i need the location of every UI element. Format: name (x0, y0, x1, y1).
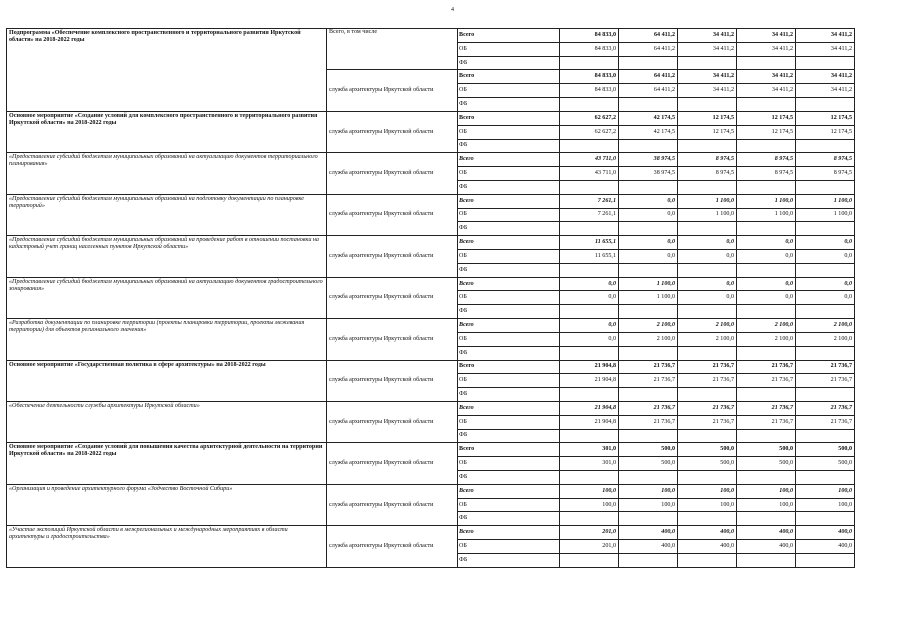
amount-cell: 100,0 (678, 498, 737, 512)
funding-source: ОБ (458, 84, 560, 98)
amount-cell: 0,0 (560, 332, 619, 346)
amount-cell (678, 553, 737, 567)
amount-cell: 100,0 (560, 498, 619, 512)
amount-cell: 34 411,2 (737, 70, 796, 84)
amount-cell: 0,0 (737, 291, 796, 305)
amount-cell: 0,0 (619, 208, 678, 222)
amount-cell: 100,0 (796, 484, 855, 498)
table-row (7, 194, 855, 208)
funding-source: ОБ (458, 498, 560, 512)
amount-cell: 34 411,2 (678, 84, 737, 98)
amount-cell: 21 904,8 (560, 401, 619, 415)
amount-cell: 34 411,2 (796, 42, 855, 56)
amount-cell: 34 411,2 (678, 70, 737, 84)
funding-source: ОБ (458, 332, 560, 346)
funding-source: ОБ (458, 250, 560, 264)
funding-source: Всего (458, 443, 560, 457)
funding-source: ОБ (458, 42, 560, 56)
amount-cell: 84 833,0 (560, 84, 619, 98)
table-row (7, 443, 855, 457)
executor-cell: служба архитектуры Иркутской области (327, 70, 458, 111)
amount-cell: 21 736,7 (619, 374, 678, 388)
amount-cell (796, 263, 855, 277)
amount-cell (619, 139, 678, 153)
amount-cell (737, 553, 796, 567)
amount-cell (560, 222, 619, 236)
amount-cell: 21 736,7 (678, 415, 737, 429)
amount-cell: 100,0 (619, 484, 678, 498)
amount-cell (678, 512, 737, 526)
funding-source: ОБ (458, 167, 560, 181)
executor-cell: служба архитектуры Иркутской области (327, 360, 458, 401)
amount-cell: 21 736,7 (737, 360, 796, 374)
activity-name: «Участие экспозиций Иркутской области в межрегиональных и международных мероприятиях в области архитектуры и градостроительства» (7, 526, 327, 568)
funding-source: Всего (458, 277, 560, 291)
amount-cell: 21 736,7 (619, 415, 678, 429)
funding-source: ФБ (458, 346, 560, 360)
amount-cell: 0,0 (560, 291, 619, 305)
funding-source: Всего (458, 526, 560, 540)
table-row (7, 526, 855, 540)
funding-source: ФБ (458, 98, 560, 112)
amount-cell: 500,0 (737, 457, 796, 471)
amount-cell: 2 100,0 (678, 332, 737, 346)
funding-source: ОБ (458, 374, 560, 388)
amount-cell: 400,0 (796, 540, 855, 554)
funding-source: Всего (458, 153, 560, 167)
amount-cell (560, 471, 619, 485)
amount-cell: 400,0 (737, 526, 796, 540)
funding-source: Всего (458, 70, 560, 84)
amount-cell: 64 411,2 (619, 29, 678, 43)
amount-cell: 1 100,0 (737, 208, 796, 222)
amount-cell: 500,0 (619, 457, 678, 471)
amount-cell: 400,0 (619, 526, 678, 540)
activity-name: Подпрограмма «Обеспечение комплексного пространственного и территориального развития Иркутской области» на 2018-2022 годы (7, 29, 327, 112)
table-row (7, 153, 855, 167)
amount-cell (737, 98, 796, 112)
amount-cell: 301,0 (560, 457, 619, 471)
funding-source: ОБ (458, 415, 560, 429)
amount-cell (560, 139, 619, 153)
amount-cell: 0,0 (560, 319, 619, 333)
amount-cell (560, 263, 619, 277)
executor-cell: служба архитектуры Иркутской области (327, 277, 458, 318)
amount-cell: 100,0 (619, 498, 678, 512)
funding-source: Всего (458, 236, 560, 250)
amount-cell: 201,0 (560, 526, 619, 540)
executor-cell: служба архитектуры Иркутской области (327, 236, 458, 277)
activity-name: Основное мероприятие «Создание условий для комплексного пространственного и территориального развития Иркутской области» на 2018-2022 годы (7, 111, 327, 152)
funding-source: ОБ (458, 540, 560, 554)
amount-cell (796, 56, 855, 70)
funding-source: Всего (458, 360, 560, 374)
amount-cell: 0,0 (737, 236, 796, 250)
amount-cell: 12 174,5 (796, 125, 855, 139)
amount-cell: 1 100,0 (796, 194, 855, 208)
amount-cell: 8 974,5 (678, 167, 737, 181)
activity-name: «Предоставление субсидий бюджетам муниципальных образований на актуализацию документов территориального планирования» (7, 153, 327, 194)
amount-cell: 0,0 (796, 291, 855, 305)
amount-cell: 21 736,7 (678, 374, 737, 388)
amount-cell (796, 180, 855, 194)
amount-cell (737, 512, 796, 526)
amount-cell: 43 711,0 (560, 167, 619, 181)
activity-name: Основное мероприятие «Государственная политика в сфере архитектуры» на 2018-2022 годы (7, 360, 327, 401)
executor-cell: служба архитектуры Иркутской области (327, 194, 458, 235)
amount-cell: 12 174,5 (737, 111, 796, 125)
funding-source: ОБ (458, 457, 560, 471)
funding-source: ФБ (458, 471, 560, 485)
amount-cell: 21 736,7 (619, 401, 678, 415)
amount-cell: 0,0 (619, 194, 678, 208)
amount-cell: 1 100,0 (619, 277, 678, 291)
amount-cell (619, 56, 678, 70)
amount-cell: 11 655,1 (560, 250, 619, 264)
amount-cell: 38 974,5 (619, 167, 678, 181)
funding-source: ФБ (458, 305, 560, 319)
amount-cell (737, 222, 796, 236)
amount-cell: 500,0 (737, 443, 796, 457)
amount-cell: 2 100,0 (796, 332, 855, 346)
amount-cell: 8 974,5 (796, 167, 855, 181)
table-row (7, 319, 855, 333)
amount-cell: 100,0 (737, 484, 796, 498)
amount-cell: 21 736,7 (737, 401, 796, 415)
table-row (7, 360, 855, 374)
amount-cell: 400,0 (737, 540, 796, 554)
activity-name: «Организация и проведение архитектурного форума «Зодчество Восточной Сибири» (7, 484, 327, 525)
table-row (7, 401, 855, 415)
amount-cell (560, 305, 619, 319)
amount-cell: 0,0 (737, 250, 796, 264)
amount-cell (796, 98, 855, 112)
funding-source: Всего (458, 111, 560, 125)
table-row (7, 111, 855, 125)
amount-cell (796, 222, 855, 236)
funding-source: ФБ (458, 180, 560, 194)
funding-source: Всего (458, 29, 560, 43)
amount-cell: 34 411,2 (796, 84, 855, 98)
table-row (7, 29, 855, 43)
amount-cell: 201,0 (560, 540, 619, 554)
amount-cell: 84 833,0 (560, 42, 619, 56)
page-number: 4 (451, 7, 454, 13)
amount-cell: 21 904,8 (560, 415, 619, 429)
funding-source: Всего (458, 194, 560, 208)
amount-cell (796, 305, 855, 319)
table-row (7, 277, 855, 291)
amount-cell (678, 429, 737, 443)
funding-source: ФБ (458, 139, 560, 153)
amount-cell: 34 411,2 (678, 42, 737, 56)
amount-cell (737, 139, 796, 153)
amount-cell: 0,0 (560, 277, 619, 291)
amount-cell: 0,0 (619, 250, 678, 264)
amount-cell: 62 627,2 (560, 111, 619, 125)
amount-cell (737, 56, 796, 70)
amount-cell: 500,0 (796, 443, 855, 457)
executor-cell: Всего, в том числе (327, 29, 458, 70)
activity-name: «Предоставление субсидий бюджетам муниципальных образований на актуализацию документов градостроительного зонирования» (7, 277, 327, 318)
amount-cell: 11 655,1 (560, 236, 619, 250)
funding-source: Всего (458, 319, 560, 333)
amount-cell (796, 429, 855, 443)
amount-cell: 21 736,7 (737, 374, 796, 388)
amount-cell: 21 736,7 (678, 401, 737, 415)
executor-cell: служба архитектуры Иркутской области (327, 484, 458, 525)
amount-cell: 100,0 (560, 484, 619, 498)
amount-cell: 1 100,0 (796, 208, 855, 222)
amount-cell: 0,0 (678, 236, 737, 250)
amount-cell: 0,0 (796, 277, 855, 291)
funding-source: Всего (458, 401, 560, 415)
amount-cell: 21 736,7 (796, 401, 855, 415)
amount-cell: 1 100,0 (678, 194, 737, 208)
amount-cell: 64 411,2 (619, 70, 678, 84)
amount-cell: 1 100,0 (678, 208, 737, 222)
amount-cell: 500,0 (796, 457, 855, 471)
amount-cell: 21 736,7 (737, 415, 796, 429)
amount-cell: 21 736,7 (619, 360, 678, 374)
amount-cell: 100,0 (796, 498, 855, 512)
amount-cell: 34 411,2 (796, 70, 855, 84)
amount-cell (619, 305, 678, 319)
amount-cell (619, 471, 678, 485)
funding-source: Всего (458, 484, 560, 498)
funding-source: ФБ (458, 429, 560, 443)
amount-cell: 1 100,0 (737, 194, 796, 208)
amount-cell: 0,0 (737, 277, 796, 291)
funding-source: ФБ (458, 388, 560, 402)
amount-cell (619, 263, 678, 277)
amount-cell: 400,0 (678, 526, 737, 540)
amount-cell (619, 346, 678, 360)
amount-cell (678, 388, 737, 402)
amount-cell: 500,0 (678, 457, 737, 471)
amount-cell (678, 471, 737, 485)
amount-cell (619, 553, 678, 567)
amount-cell: 0,0 (796, 236, 855, 250)
amount-cell: 8 974,5 (796, 153, 855, 167)
amount-cell: 21 736,7 (796, 415, 855, 429)
funding-source: ОБ (458, 125, 560, 139)
amount-cell: 42 174,5 (619, 125, 678, 139)
amount-cell: 12 174,5 (678, 125, 737, 139)
amount-cell (560, 512, 619, 526)
amount-cell: 21 904,8 (560, 374, 619, 388)
activity-name: «Предоставление субсидий бюджетам муниципальных образований на подготовку документации по планировке территорий» (7, 194, 327, 235)
amount-cell (560, 429, 619, 443)
budget-table-body (7, 29, 855, 568)
amount-cell: 0,0 (678, 291, 737, 305)
amount-cell (619, 512, 678, 526)
amount-cell (796, 471, 855, 485)
amount-cell: 12 174,5 (737, 125, 796, 139)
amount-cell (678, 346, 737, 360)
executor-cell: служба архитектуры Иркутской области (327, 443, 458, 484)
amount-cell: 34 411,2 (737, 84, 796, 98)
amount-cell: 400,0 (678, 540, 737, 554)
amount-cell: 2 100,0 (619, 319, 678, 333)
amount-cell (560, 346, 619, 360)
executor-cell: служба архитектуры Иркутской области (327, 526, 458, 568)
activity-name: Основное мероприятие «Создание условий для повышения качества архитектурной деятельности на территории Иркутской области» на 2018-2022 годы (7, 443, 327, 484)
amount-cell: 34 411,2 (678, 29, 737, 43)
amount-cell: 2 100,0 (619, 332, 678, 346)
amount-cell: 43 711,0 (560, 153, 619, 167)
amount-cell (560, 56, 619, 70)
amount-cell: 2 100,0 (737, 319, 796, 333)
amount-cell: 1 100,0 (619, 291, 678, 305)
amount-cell (678, 222, 737, 236)
amount-cell: 62 627,2 (560, 125, 619, 139)
amount-cell (678, 263, 737, 277)
amount-cell: 2 100,0 (796, 319, 855, 333)
activity-name: «Обеспечение деятельности службы архитектуры Иркутской области» (7, 401, 327, 442)
table-row (7, 484, 855, 498)
amount-cell: 7 261,1 (560, 208, 619, 222)
amount-cell (737, 346, 796, 360)
amount-cell: 8 974,5 (678, 153, 737, 167)
amount-cell (678, 305, 737, 319)
amount-cell: 21 736,7 (796, 374, 855, 388)
amount-cell: 64 411,2 (619, 42, 678, 56)
amount-cell (796, 388, 855, 402)
amount-cell (796, 553, 855, 567)
amount-cell (619, 429, 678, 443)
amount-cell (796, 346, 855, 360)
funding-source: ОБ (458, 291, 560, 305)
amount-cell: 100,0 (737, 498, 796, 512)
amount-cell: 400,0 (619, 540, 678, 554)
amount-cell: 34 411,2 (737, 42, 796, 56)
amount-cell (796, 139, 855, 153)
amount-cell: 21 736,7 (796, 360, 855, 374)
amount-cell (560, 553, 619, 567)
activity-name: «Разработка документации по планировке территории (проекты планировки территории, проекты межевания территории) для объектов регионального значения» (7, 319, 327, 360)
executor-cell: служба архитектуры Иркутской области (327, 319, 458, 360)
amount-cell: 8 974,5 (737, 153, 796, 167)
amount-cell (619, 180, 678, 194)
amount-cell: 100,0 (678, 484, 737, 498)
amount-cell: 64 411,2 (619, 84, 678, 98)
amount-cell (619, 388, 678, 402)
amount-cell: 7 261,1 (560, 194, 619, 208)
amount-cell (560, 388, 619, 402)
amount-cell: 0,0 (619, 236, 678, 250)
executor-cell: служба архитектуры Иркутской области (327, 153, 458, 194)
amount-cell: 38 974,5 (619, 153, 678, 167)
amount-cell: 21 736,7 (678, 360, 737, 374)
amount-cell: 84 833,0 (560, 70, 619, 84)
funding-source: ОБ (458, 208, 560, 222)
amount-cell (737, 429, 796, 443)
funding-source: ФБ (458, 222, 560, 236)
amount-cell (737, 180, 796, 194)
funding-source: ФБ (458, 56, 560, 70)
executor-cell: служба архитектуры Иркутской области (327, 401, 458, 442)
activity-name: «Предоставление субсидий бюджетам муниципальных образований на проведение работ в отношении постановки на кадастровый учет границ населенных пунктов Иркутской области» (7, 236, 327, 277)
amount-cell (737, 263, 796, 277)
amount-cell: 2 100,0 (678, 319, 737, 333)
amount-cell: 42 174,5 (619, 111, 678, 125)
amount-cell: 84 833,0 (560, 29, 619, 43)
budget-table (6, 28, 855, 568)
amount-cell (796, 512, 855, 526)
amount-cell: 8 974,5 (737, 167, 796, 181)
amount-cell (560, 98, 619, 112)
funding-source: ФБ (458, 553, 560, 567)
amount-cell: 0,0 (678, 250, 737, 264)
amount-cell (737, 305, 796, 319)
amount-cell: 500,0 (678, 443, 737, 457)
funding-source: ФБ (458, 512, 560, 526)
amount-cell: 12 174,5 (678, 111, 737, 125)
amount-cell: 12 174,5 (796, 111, 855, 125)
amount-cell (619, 222, 678, 236)
amount-cell: 0,0 (678, 277, 737, 291)
amount-cell (678, 98, 737, 112)
amount-cell: 301,0 (560, 443, 619, 457)
amount-cell (619, 98, 678, 112)
amount-cell: 21 904,8 (560, 360, 619, 374)
funding-source: ФБ (458, 263, 560, 277)
amount-cell (737, 388, 796, 402)
amount-cell (560, 180, 619, 194)
amount-cell (678, 139, 737, 153)
amount-cell (737, 471, 796, 485)
amount-cell: 0,0 (796, 250, 855, 264)
amount-cell: 500,0 (619, 443, 678, 457)
amount-cell: 2 100,0 (737, 332, 796, 346)
amount-cell (678, 56, 737, 70)
amount-cell: 34 411,2 (737, 29, 796, 43)
amount-cell: 34 411,2 (796, 29, 855, 43)
executor-cell: служба архитектуры Иркутской области (327, 111, 458, 152)
amount-cell (678, 180, 737, 194)
amount-cell: 400,0 (796, 526, 855, 540)
table-row (7, 236, 855, 250)
